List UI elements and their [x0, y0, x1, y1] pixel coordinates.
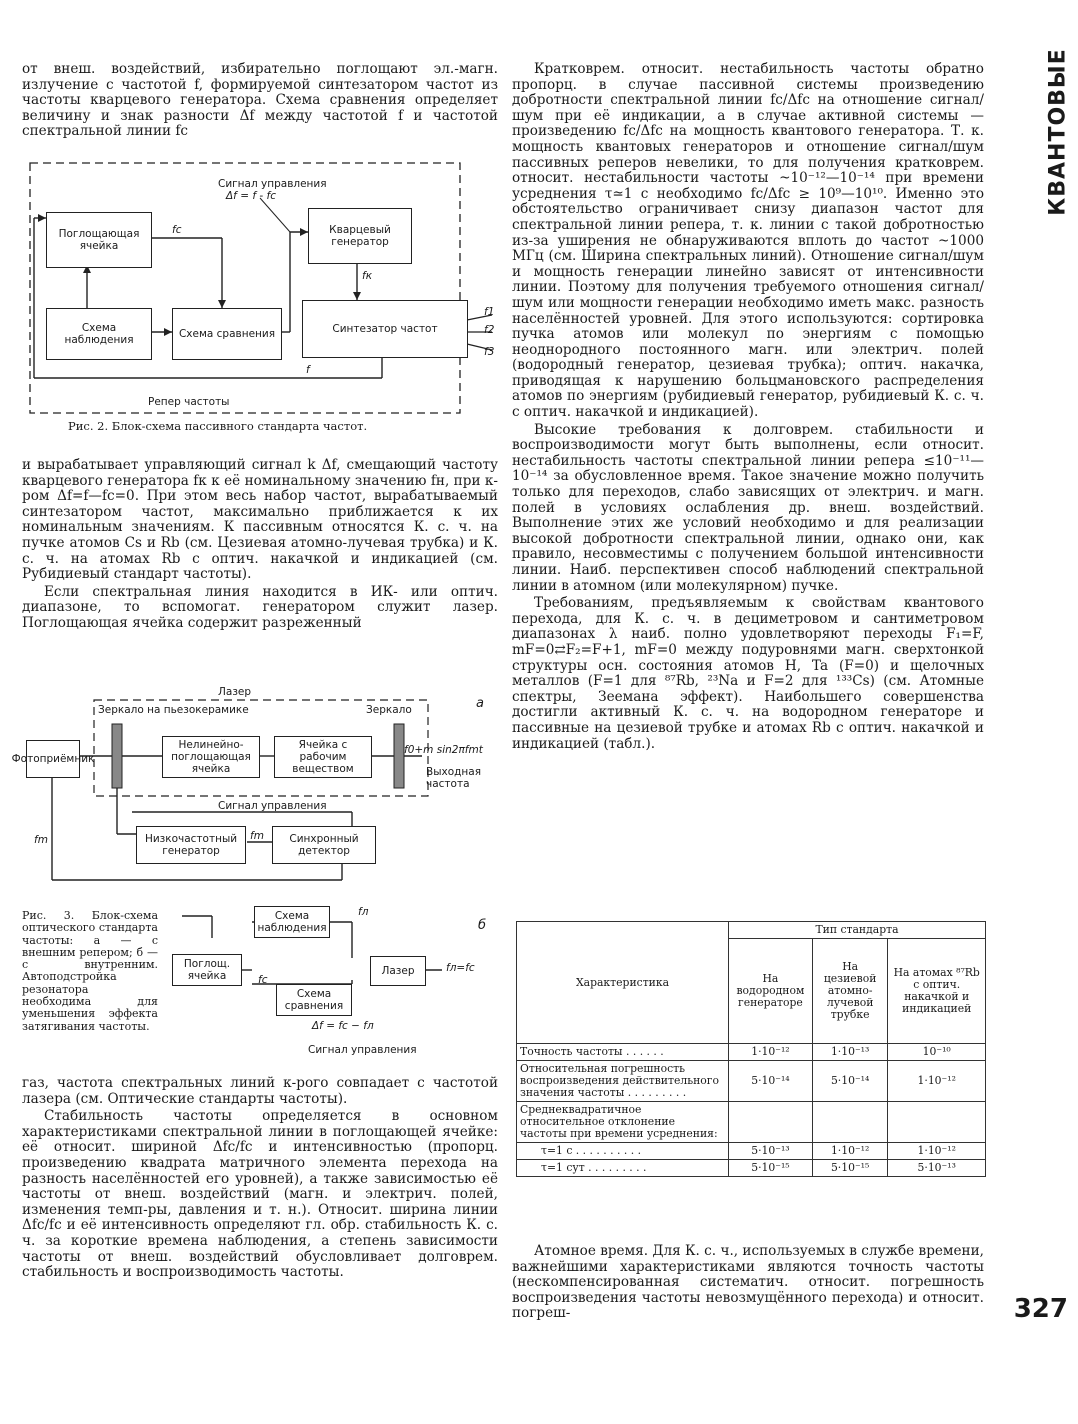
table-cell: τ=1 сут . . . . . . . . . [517, 1160, 729, 1177]
b-absorb-box: Поглощ. ячейка [172, 954, 242, 986]
f1-label: f1 [484, 306, 495, 318]
table-row [517, 1143, 986, 1160]
signal-label: Сигнал управления [218, 178, 327, 190]
b-compare-box: Схема сравнения [276, 984, 352, 1016]
table-cell: 1·10⁻¹³ [812, 1044, 888, 1061]
paragraph: Если спектральная линия находится в ИК- или оптич. диапазоне, то вспомогат. генератором служит лазер. Поглощающая ячейка содержит разреженный [22, 583, 498, 631]
section-tab [1038, 48, 1078, 216]
nonlinear-cell-box: Нелинейно-поглощающая ячейка [162, 736, 260, 778]
fig3-label-a: а [476, 696, 484, 711]
lf-gen-box: Низкочастотный генератор [136, 826, 246, 864]
b-observe-box: Схема наблюдения [254, 906, 330, 938]
paragraph: газ, частота спектральных линий к-рого совпадает с частотой лазера (см. Оптические стандарты частоты). [22, 1075, 498, 1107]
right-column [512, 62, 984, 754]
working-cell-box: Ячейка с рабочим веществом [274, 736, 372, 778]
table-cell: 1·10⁻¹² [888, 1061, 986, 1102]
fm-label-mid: fm [250, 830, 264, 842]
table-cell: 1·10⁻¹² [729, 1044, 813, 1061]
page-number: 327 [1013, 1294, 1068, 1324]
paragraph: Высокие требования к долговрем. стабильности и воспроизводимости могут быть выполнены, если относит. нестабильность частоты спектральной линии репера ≤10⁻¹¹—10⁻¹⁴ за обусловленное время. Такое значение можно получить только для переходов, слабо зависящих от электрич. и магн. полей в условиях ослабления др. внеш. воздействий. Выполнение этих же условий необходимо и для реализации высокой добротности спектральной линии, однако они, как правило, несовместимы с получением большой интенсивности линии. Наиб. перспективен способ наблюдений спектральной линии в атомном (или молекулярном) пучке. [512, 421, 984, 594]
sync-det-box: Синхронный детектор [272, 826, 376, 864]
table-cell [888, 1102, 986, 1143]
table-col-rb: На атомах ⁸⁷Rb с оптич. накачкой и индикацией [888, 939, 986, 1044]
table-cell: 1·10⁻¹² [888, 1143, 986, 1160]
figure-3 [11, 684, 498, 1068]
fc-label: fc [172, 224, 182, 236]
standards-table [516, 921, 986, 1177]
table-cell: Относительная погрешность воспроизведения действительного значения частоты . . . . . . . . . [517, 1061, 729, 1102]
fig3-label-b: б [478, 918, 487, 933]
f2-label: f2 [484, 324, 495, 336]
table-cell: 5·10⁻¹⁵ [812, 1160, 888, 1177]
table-cell [812, 1102, 888, 1143]
photodetector-box: Фотоприёмник [26, 740, 80, 778]
table-cell [729, 1102, 813, 1143]
b-delta-label: Δf = fс − fл [312, 1020, 374, 1032]
figure-2-caption: Рис. 2. Блок-схема пассивного стандарта частот. [68, 419, 368, 433]
observe-box: Схема наблюдения [46, 308, 152, 360]
table-row [517, 1160, 986, 1177]
absorb-cell-box: Поглощающая ячейка [46, 212, 152, 268]
fm-label-left: fm [34, 834, 48, 846]
table-cell: 10⁻¹⁰ [888, 1044, 986, 1061]
laser-label: Лазер [218, 686, 252, 698]
b-fc-label: fс [258, 974, 268, 986]
table-head-type: Тип стандарта [729, 922, 986, 939]
left-column-top [22, 62, 498, 142]
left-column-bottom [22, 1076, 498, 1283]
output-freq-label: Выходная частота [426, 766, 482, 790]
table-cell: 5·10⁻¹⁴ [729, 1061, 813, 1102]
output-formula: f0+m sin2πfmt [404, 744, 483, 756]
figure-3-caption: Рис. 3. Блок-схема оптического стандарта частоты: а — с внешним репером; б — с внутренним. Автоподстройка резонатора необходима для уменьшения эффекта затягивания частоты. [22, 909, 158, 1033]
mirror-piezo-label: Зеркало на пьезокерамике [98, 704, 249, 716]
f-label: f [306, 364, 310, 376]
b-fl-label: fл [358, 906, 369, 918]
signal-ctrl-label: Сигнал управления [218, 800, 327, 812]
figure-2 [22, 160, 498, 440]
table-cell: Точность частоты . . . . . . [517, 1044, 729, 1061]
paragraph: и вырабатывает управляющий сигнал k Δf, смещающий частоту кварцевого генератора fк к её номинальному значению fн, при к-ром Δf=f—fc=0. При этом весь набор частот, вырабатываемый синтезатором частот, максимально приближается к их номинальным значениям. К пассивным относятся К. с. ч. на пучке атомов Cs и Rb (см. Цезиевая атомно-лучевая трубка) и К. с. ч. на атомах Rb с оптич. накачкой и индикацией (см. Рубидиевый стандарт частоты). [22, 457, 498, 583]
table-cell: 5·10⁻¹⁴ [812, 1061, 888, 1102]
table-col-cs: На цезиевой атомно-лучевой трубке [812, 939, 888, 1044]
b-signal-label: Сигнал управления [308, 1044, 417, 1056]
paragraph: Требованиям, предъявляемым к свойствам квантового перехода, для К. с. ч. в дециметровом и сантиметровом диапазонах λ наиб. полно удовлетворяют переходы F₁=F, mF=0⇄F₂=F+1, mF=0 между подуровнями магн. сверхтонкой структуры осн. состояния атомов H, Ta (F=0) и щелочных металлов (F=1 для ⁸⁷Rb, ²³Na и F=2 для ¹³³Cs) (см. Атомные спектры, Зеемана эффект). Наибольшего совершенства достигли активный К. с. ч. на водородном генераторе и пассивные на цезиевой трубке и атомах Rb с оптич. накачкой и индикацией (табл.). [512, 595, 984, 752]
b-out-label: fл=fс [446, 962, 475, 974]
mirror-label: Зеркало [366, 704, 412, 716]
f3-label: f3 [484, 346, 495, 358]
synth-box: Синтезатор частот [302, 300, 468, 358]
compare-box: Схема сравнения [172, 308, 282, 360]
table-row [517, 1061, 986, 1102]
table-row [517, 1044, 986, 1061]
fk-label: fк [362, 270, 373, 282]
table-cell: 5·10⁻¹³ [888, 1160, 986, 1177]
table-head-char: Характеристика [517, 922, 729, 1044]
left-column-mid [22, 458, 498, 634]
table-cell: 5·10⁻¹⁵ [729, 1160, 813, 1177]
table-cell: 5·10⁻¹³ [729, 1143, 813, 1160]
table-col-h: На водородном генераторе [729, 939, 813, 1044]
paragraph: от внеш. воздействий, избирательно поглощают эл.-магн. излучение с частотой f, формируемой синтезатором частот из частоты кварцевого генератора. Схема сравнения определяет величину и знак разности Δf между частотой f и частотой спектральной линии fc [22, 61, 498, 140]
right-column-bottom [512, 1244, 984, 1324]
delta-label: Δf = f - fc [226, 190, 276, 202]
paragraph: Атомное время. Для К. с. ч., используемых в службе времени, важнейшими характеристиками являются точность частоты (нескомпенсированная систематич. относит. погрешность воспроизведения частоты невозмущённого перехода) и относит. погреш- [512, 1243, 984, 1322]
b-laser-box: Лазер [370, 956, 426, 986]
section-tab-label: КВАНТОВЫЕ [1045, 48, 1071, 216]
quartz-gen-box: Кварцевый генератор [308, 208, 412, 264]
table-row [517, 1102, 986, 1143]
reper-label: Репер частоты [148, 396, 230, 408]
paragraph: Кратковрем. относит. нестабильность частоты обратно пропорц. в случае пассивной системы произведению добротности спектральной линии fc/Δfc на отношение сигнал/шум при её индикации, а в случае активной системы — произведению fc/Δfc на мощность квантового генератора. Т. к. мощность квантовых генераторов и отношение сигнал/шум пассивных реперов невелики, то для получения кратковрем. относит. нестабильности частоты ~10⁻¹²—10⁻¹⁴ при времени усреднения τ≃1 с необходимо fc/Δfc ≥ 10⁹—10¹⁰. Именно это обстоятельство ограничивает снизу диапазон частот для спектральной линии репера, т. к. линии с такой добротностью из-за уширения не обнаруживаются вплоть до частот ~1000 МГц (см. Ширина спектральных линий). Отношение сигнал/шум и мощность генерации линейно зависят от интенсивности линии. Поэтому для получения требуемого отношения сигнал/шум или мощности генерации необходимо иметь макс. разность населённостей уровней. Для этого используются: сортировка пучка атомов или молекул по энергиям с помощью неоднородного постоянного магн. или электрич. полей (водородный генератор, цезиевая трубка); оптич. накачка, приводящая к нарушению больцмановского распределения атомов по энергиям (рубидиевый генератор, рубидиевый К. с. ч. с оптич. накачкой и индикацией). [512, 61, 984, 421]
table-cell: τ=1 с . . . . . . . . . . [517, 1143, 729, 1160]
table-cell: 1·10⁻¹² [812, 1143, 888, 1160]
table-cell: Среднеквадратичное относительное отклонение частоты при времени усреднения: [517, 1102, 729, 1143]
paragraph: Стабильность частоты определяется в основном характеристиками спектральной линии в поглощающей ячейке: её относит. шириной Δfc/fc и интенсивностью (пропорц. произведению квадрата матричного элемента перехода на разность населённостей его уровней), а также зависимостью её частоты от внеш. воздействий (магн. и электрич. полей, изменения темп-ры, давления и т. н.). Относит. ширина линии Δfc/fc и её интенсивность определяют гл. обр. стабильность К. с. ч. за короткие времена наблюдения, а степень зависимости частоты от внеш. воздействий обусловливает долговрем. стабильность и воспроизводимость частоты. [22, 1108, 498, 1281]
